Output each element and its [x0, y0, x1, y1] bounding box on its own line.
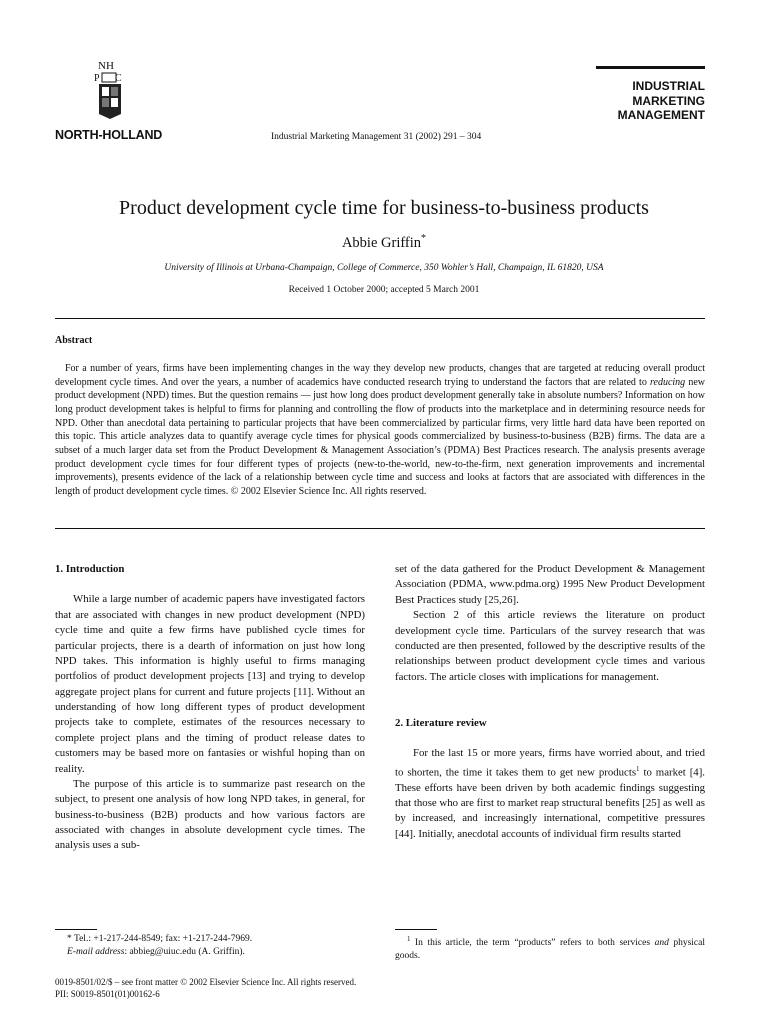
body-column-left — [55, 562, 365, 854]
footnote-rule — [395, 929, 437, 930]
masthead-line: MARKETING — [632, 93, 705, 108]
journal-citation: Industrial Marketing Management 31 (2002) 291 – 304 — [271, 132, 482, 142]
footnote-1: $^1$ In this article, the term “products” refers to both services and physical goods. — [395, 935, 705, 962]
abstract-text: For a number of years, firms have been implementing changes in the way they develop new products, changes that are targeted at reducing overall product development cycle times. And over the years, a number of academics have conducted research trying to understand the factors that are related to reducing new product development (NPD) times. But the question remains — just how long does product development generally take in absolute numbers? Information on how long product development takes is helpful to firms for planning and controlling the flow of products into the marketplace and in determining resource needs for NPD. Other than anecdotal data pertaining to particular projects that have been commercialized by particular firms, very little hard data have been reported on this topic. This article analyzes data to quantify average cycle times for physical goods commercialized by business-to-business (B2B) firms. The data are a subset of a much larger data set from the Product Development & Management Association’s (PDMA) Best Practices research. The analysis presents average product development cycle times for four different types of projects (new-to-the-world, new-to-the-firm, next generation improvements and incremental improvements), presents evidence of the lack of a relationship between cycle time and success and looks at factors that are associated with differences in the length of product development cycle times. © 2002 Elsevier Science Inc. All rights reserved. — [55, 363, 705, 497]
masthead-rule — [596, 66, 705, 69]
author-name: Abbie Griffin — [341, 234, 422, 251]
publisher-logo — [88, 58, 132, 120]
footnote-ref: 1 — [636, 764, 640, 773]
abstract-bottom-rule — [55, 528, 705, 529]
received-dates: Received 1 October 2000; accepted 5 March 2001 — [288, 285, 480, 295]
body-column-right — [395, 562, 705, 842]
front-matter — [55, 976, 356, 1000]
paragraph: While a large number of academic papers have investigated factors that are associated with changes in new product development (NPD) cycle time and quite a few firms have published cycle times for particular projects, there is a dearth of information on just how long NPD takes. This information is highly useful to firms managing portfolios of product development projects [13] and trying to develop aggregate project plans for current and future projects [11]. Without an understanding of how long different types of product development projects take to complete, estimates of the resources necessary to complete project plans and the timing of product release dates to customers may be based more on fantasies or wishful hoping than on reality. — [55, 593, 365, 775]
paragraph: The purpose of this article is to summarize past research on the subject, to present one analysis of how long NPD takes, in general, for business-to-business (B2B) products and how various factors are associated with changes in absolute development cycle times. The analysis uses a sub- — [55, 777, 365, 852]
author-footnote-mark: * — [421, 233, 427, 244]
author-affiliation: University of Illinois at Urbana-Champaign, College of Commerce, 350 Wohler’s Hall, Champaign, IL 61820, USA — [164, 263, 604, 273]
masthead-line: INDUSTRIAL — [632, 79, 705, 93]
email-line: E-mail address: abbieg@uiuc.edu (A. Griffin). — [67, 947, 245, 957]
paragraph: For the last 15 or more years, firms have worried about, and tried to shorten, the time it takes them to get new products$^1$ to market [4]. These efforts have been driven by both academic findings suggesting that those who are first to market reap structural benefits [25] as well as by increased, and increasingly international, competitive pressures [44]. Initially, anecdotal accounts of individual firm results started — [395, 747, 705, 840]
author-line — [0, 233, 768, 252]
article-title: Product development cycle time for business-to-business products — [119, 197, 649, 219]
paragraph-tail: set of the data gathered for the Product Development & Management Association (PDMA, www.pdma.org) 1995 New Product Development Best Practices study [25,26]. — [395, 563, 705, 606]
abstract-top-rule — [55, 318, 705, 319]
section-heading: 1. Introduction — [55, 563, 125, 575]
paragraph: Section 2 of this article reviews the literature on product development cycle time. Particulars of the survey research that was conducted are then presented, followed by the descriptive results of the relationships between product development cycle times and various factors. The article closes with implications for management. — [395, 609, 705, 683]
svg-text:P: P — [94, 73, 100, 84]
publisher-name: NORTH-HOLLAND — [55, 128, 163, 142]
abstract-heading: Abstract — [55, 335, 93, 346]
masthead-line: MANAGEMENT — [617, 108, 705, 122]
svg-text:C: C — [115, 73, 122, 84]
paragraph-continued — [395, 562, 705, 608]
journal-masthead — [596, 79, 705, 123]
logo-letters: NH — [98, 60, 114, 72]
issn-line: 0019-8501/02/$ – see front matter © 2002 Elsevier Science Inc. All rights reserved. — [55, 977, 357, 987]
contact-line: * Tel.: +1-217-244-8549; fax: +1-217-244-7969. — [67, 934, 253, 944]
section-heading: 2. Literature review — [395, 717, 487, 729]
abstract-emphasis: reducing — [650, 376, 686, 388]
footnote-rule — [55, 929, 97, 930]
author-footnote — [55, 933, 365, 959]
pii-line: PII: S0019-8501(01)00162-6 — [55, 989, 160, 999]
